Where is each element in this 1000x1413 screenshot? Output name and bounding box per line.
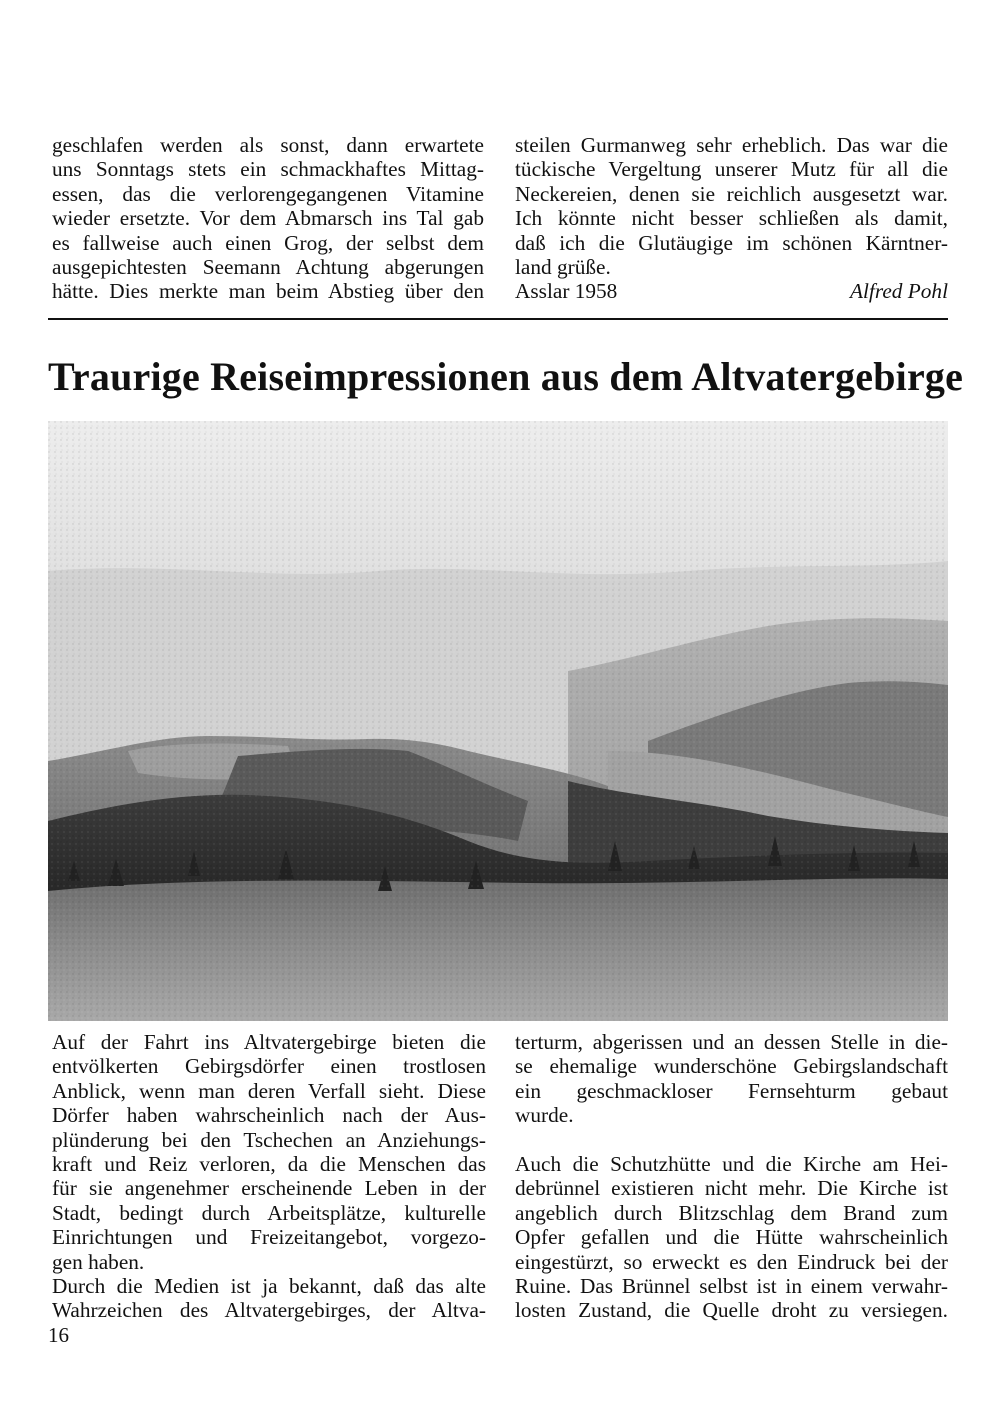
text-line: essen, das die verlorengegangenen Vitamine <box>52 181 484 206</box>
text-line: eingestürzt, so erweckt es den Eindruck bei der <box>515 1249 948 1274</box>
text-line: se ehemalige wunderschöne Gebirgslandschaft <box>515 1054 948 1079</box>
text-line: Durch die Medien ist ja bekannt, daß das alte <box>52 1274 486 1299</box>
text-line: losten Zustand, die Quelle droht zu versiegen. <box>515 1298 948 1323</box>
text-line: tückische Vergeltung unserer Mutz für all die <box>515 157 948 182</box>
text-line: angeblich durch Blitzschlag dem Brand zum <box>515 1200 948 1225</box>
paragraph-gap <box>515 1128 948 1152</box>
text-line: Opfer gefallen und die Hütte wahrscheinlich <box>515 1225 948 1250</box>
text-line: für sie angenehmer erscheinende Leben in der <box>52 1176 486 1201</box>
top-right-column <box>515 133 948 304</box>
page-number: 16 <box>48 1323 69 1347</box>
text-line: steilen Gurmanweg sehr erheblich. Das war die <box>515 133 948 157</box>
text-line: gen haben. <box>52 1249 145 1274</box>
article-title: Traurige Reiseimpressionen aus dem Altvatergebirge <box>48 354 964 399</box>
bottom-right-column <box>515 1030 948 1323</box>
text-line: geschlafen werden als sonst, dann erwartete <box>52 133 484 157</box>
text-line: Neckereien, denen sie reichlich ausgesetzt war. <box>515 181 948 206</box>
text-line: terturm, abgerissen und an dessen Stelle in die- <box>515 1030 948 1054</box>
text-line: Dörfer haben wahrscheinlich nach der Aus- <box>52 1103 486 1128</box>
text-line: Anblick, wenn man deren Verfall sieht. Diese <box>52 1078 486 1103</box>
text-line: uns Sonntags stets ein schmackhaftes Mittag- <box>52 157 484 182</box>
text-line: Ruine. Das Brünnel selbst ist in einem verwahr- <box>515 1274 948 1299</box>
text-line: land grüße. <box>515 255 611 280</box>
text-line: hätte. Dies merkte man beim Abstieg über den <box>52 279 484 304</box>
text-line: daß ich die Glutäugige im schönen Kärntner- <box>515 230 948 255</box>
text-line: plünderung bei den Tschechen an Anziehungs- <box>52 1127 486 1152</box>
text-line: Auch die Schutzhütte und die Kirche am Hei- <box>515 1152 948 1177</box>
text-line: ausgepichtesten Seemann Achtung abgerungen <box>52 255 484 280</box>
text-line: debrünnel existieren nicht mehr. Die Kirche ist <box>515 1176 948 1201</box>
text-line: Stadt, bedingt durch Arbeitsplätze, kulturelle <box>52 1200 486 1225</box>
bottom-left-column <box>52 1030 486 1323</box>
signature-line <box>515 279 948 303</box>
text-line: ein geschmackloser Fernsehturm gebaut <box>515 1078 948 1103</box>
text-line: Auf der Fahrt ins Altvatergebirge bieten die <box>52 1030 486 1054</box>
text-line: entvölkerten Gebirgsdörfer einen trostlosen <box>52 1054 486 1079</box>
top-left-column <box>52 133 484 304</box>
landscape-photo <box>48 421 948 1021</box>
mountain-landscape-image <box>48 421 948 1021</box>
text-line: es fallweise auch einen Grog, der selbst dem <box>52 230 484 255</box>
signature-place-year: Asslar 1958 <box>515 279 618 304</box>
section-divider <box>48 318 948 320</box>
signature-author: Alfred Pohl <box>850 279 948 304</box>
text-line: wieder ersetzte. Vor dem Abmarsch ins Tal gab <box>52 206 484 231</box>
text-line: Ich könnte nicht besser schließen als damit, <box>515 206 948 231</box>
text-line: wurde. <box>515 1103 574 1128</box>
text-line: Einrichtungen und Freizeitangebot, vorgezo- <box>52 1225 486 1250</box>
text-line: kraft und Reiz verloren, da die Menschen das <box>52 1152 486 1177</box>
text-line: Wahrzeichen des Altvatergebirges, der Altva- <box>52 1298 486 1323</box>
